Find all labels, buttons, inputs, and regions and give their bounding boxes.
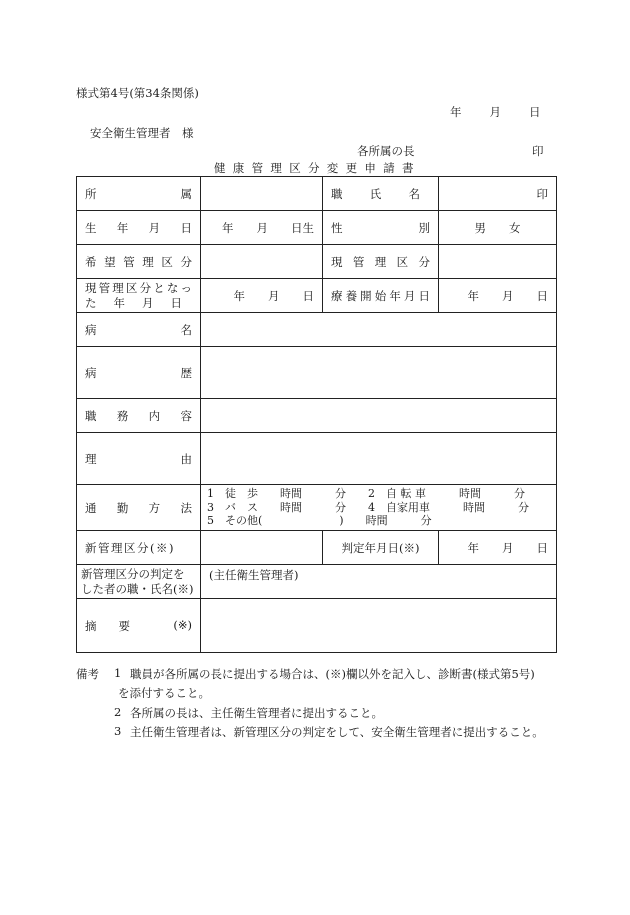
label-became-date-1: 現 管 理 区 分 と な っ [85, 280, 192, 295]
row-summary [77, 599, 557, 653]
field-current-class[interactable] [439, 245, 557, 279]
note-1-text: 職員が各所属の長に提出する場合は、(※)欄以外を記入し、診断書(様式第5号) [130, 667, 535, 681]
row-affiliation [77, 177, 557, 211]
field-disease[interactable] [201, 313, 557, 347]
application-table [76, 176, 557, 653]
sender: 各所属の長 [357, 144, 415, 158]
field-sex[interactable] [439, 211, 557, 245]
label-commute: 通 勤 方 法 [85, 500, 192, 515]
commute-line-2: 3 バ ス 時間 分 4 自家用車 時間 分 [207, 500, 529, 514]
row-duties [77, 399, 557, 433]
field-summary[interactable] [201, 599, 557, 653]
field-reason[interactable] [201, 433, 557, 485]
row-history [77, 347, 557, 399]
label-judge-1: 新管理区分の判定を [81, 566, 185, 581]
field-history[interactable] [201, 347, 557, 399]
label-birthdate: 生 年 月 日 [85, 220, 192, 235]
label-history: 病 歴 [85, 365, 192, 380]
label-judgment-date: 判定年月日(※) [341, 540, 420, 555]
row-class [77, 245, 557, 279]
note-2-text: 各所属の長は、主任衛生管理者に提出すること。 [130, 706, 383, 720]
row-judge [77, 565, 557, 599]
note-1-num: 1 [114, 666, 122, 680]
name-seal: 印 [536, 186, 548, 201]
row-disease [77, 313, 557, 347]
label-affiliation: 所 属 [85, 186, 192, 201]
field-duties[interactable] [201, 399, 557, 433]
label-treatment-start: 療 養 開 始 年 月 日 [331, 288, 430, 303]
label-sex: 性 別 [331, 220, 430, 235]
notes-prefix: 備考 [76, 667, 99, 681]
note-3-text: 主任衛生管理者は、新管理区分の判定をして、安全衛生管理者に提出すること。 [130, 725, 544, 739]
judge-title: (主任衛生管理者) [209, 568, 299, 582]
field-affiliation[interactable] [201, 177, 323, 211]
judgment-date-value: 年 月 日 [467, 540, 548, 555]
birthdate-value: 年 月 日生 [222, 220, 314, 235]
commute-line-1: 1 徒 歩 時間 分 2 自 転 車 時間 分 [207, 487, 525, 501]
date-month: 月 [489, 105, 501, 119]
treatment-start-value: 年 月 日 [467, 288, 548, 303]
row-commute [77, 485, 557, 531]
field-commute[interactable] [201, 485, 557, 531]
summary-mark: (※) [173, 617, 192, 632]
form-number: 様式第4号(第34条関係) [76, 86, 199, 100]
note-3-num: 3 [114, 724, 122, 738]
sender-seal: 印 [532, 144, 544, 158]
label-summary: 摘要 [85, 618, 152, 633]
label-judge-2: した者の職・氏名(※) [81, 581, 194, 596]
field-judgment-date[interactable] [439, 531, 557, 565]
label-new-class: 新管理区分(※) [85, 540, 175, 555]
field-name[interactable] [439, 177, 557, 211]
field-birthdate[interactable] [201, 211, 323, 245]
row-new-class [77, 531, 557, 565]
label-current-class: 現 管 理 区 分 [331, 254, 430, 269]
date-year: 年 [450, 105, 462, 119]
label-desired-class: 希 望 管 理 区 分 [85, 254, 192, 269]
sex-options: 男 女 [474, 220, 521, 235]
field-judge[interactable] [201, 565, 557, 599]
field-became-date[interactable] [201, 279, 323, 313]
became-date-value: 年 月 日 [233, 288, 314, 303]
row-dates [77, 279, 557, 313]
note-2-num: 2 [114, 705, 122, 719]
field-new-class[interactable] [201, 531, 323, 565]
label-duties: 職 務 内 容 [85, 408, 192, 423]
addressee: 安全衛生管理者 様 [90, 126, 194, 140]
field-desired-class[interactable] [201, 245, 323, 279]
row-reason [77, 433, 557, 485]
row-birth [77, 211, 557, 245]
field-treatment-start[interactable] [439, 279, 557, 313]
date-line [450, 104, 541, 120]
date-day: 日 [529, 105, 541, 119]
label-disease: 病 名 [85, 322, 192, 337]
label-name: 職 氏 名 [331, 186, 420, 201]
label-reason: 理 由 [85, 451, 192, 466]
label-became-date-2: た 年 月 日 [85, 295, 182, 310]
commute-line-3: 5 その他( ) 時間 分 [207, 514, 432, 528]
note-1-cont: を添付すること。 [118, 686, 210, 700]
form-title: 健康管理区分変更申請書 [214, 161, 421, 175]
